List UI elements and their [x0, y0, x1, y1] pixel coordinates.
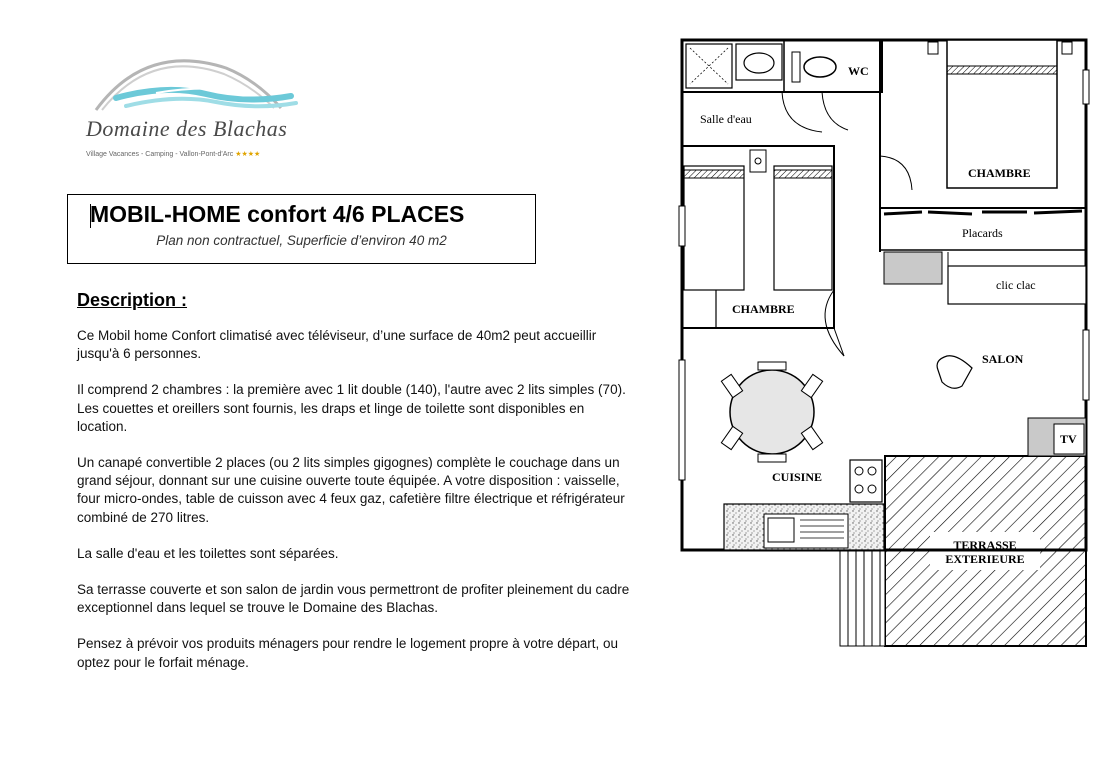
label-terrasse-line1: TERRASSE: [953, 538, 1017, 552]
label-cuisine: CUISINE: [772, 470, 823, 484]
label-salle-deau: Salle d'eau: [700, 112, 752, 126]
description-paragraph: Ce Mobil home Confort climatisé avec téléviseur, d’une surface de 40m2 peut accueillir jusqu'à 6 personnes.: [77, 328, 597, 362]
description-paragraph: Il comprend 2 chambres : la première avec 1 lit double (140), l'autre avec 2 lits simples (70). Les couettes et oreillers sont fournis, les draps et linge de toilette sont disponibles en location.: [77, 382, 626, 434]
logo-tagline-text: Village Vacances - Camping - Vallon-Pont-d'Arc: [86, 151, 234, 158]
description-paragraph: Un canapé convertible 2 places (ou 2 lits simples gigognes) complète le couchage dans un grand séjour, donnant sur une cuisine ouverte toute équipée. A votre disposition : vaisselle, four micro-ondes, table de cuisson avec 4 feux gaz, cafetière filtre électrique et réfrigérateur combiné de 270 litres.: [77, 455, 625, 525]
label-wc: WC: [848, 64, 869, 78]
logo-tagline: [86, 150, 260, 158]
floor-plan: [672, 30, 1092, 655]
logo-mountain-graphic: [56, 48, 326, 118]
bathroom-area: [682, 40, 882, 146]
description-paragraph: Sa terrasse couverte et son salon de jardin vous permettront de profiter pleinement du cadre exceptionnel dans lequel se trouve le Domaine des Blachas.: [77, 582, 630, 616]
title-box: [67, 194, 536, 264]
logo-stars: ★★★★: [235, 151, 261, 158]
description-paragraph: Pensez à prévoir vos produits ménagers pour rendre le logement propre à votre départ, ou optez pour le forfait ménage.: [77, 636, 619, 670]
description-paragraph: La salle d'eau et les toilettes sont séparées.: [77, 545, 339, 561]
label-terrasse-line2: EXTERIEURE: [945, 552, 1025, 566]
page-title: MOBIL-HOME confort 4/6 PLACES: [90, 201, 465, 227]
description-heading: Description :: [77, 290, 188, 310]
label-salon: SALON: [982, 352, 1024, 366]
description-section: [77, 289, 637, 690]
label-terrasse: [930, 538, 1040, 566]
dining-table: [721, 362, 822, 462]
label-chambre-twin: CHAMBRE: [732, 302, 795, 316]
label-tv: TV: [1060, 432, 1077, 446]
label-placards: Placards: [962, 226, 1003, 240]
double-bedroom: [880, 40, 1086, 252]
label-chambre-double: CHAMBRE: [968, 166, 1031, 180]
twin-bedroom: [682, 146, 844, 356]
logo: [56, 48, 326, 168]
label-clic-clac: clic clac: [996, 278, 1036, 292]
page-subtitle: Plan non contractuel, Superficie d’environ 40 m2: [156, 233, 447, 248]
logo-name: Domaine des Blachas: [86, 116, 288, 141]
